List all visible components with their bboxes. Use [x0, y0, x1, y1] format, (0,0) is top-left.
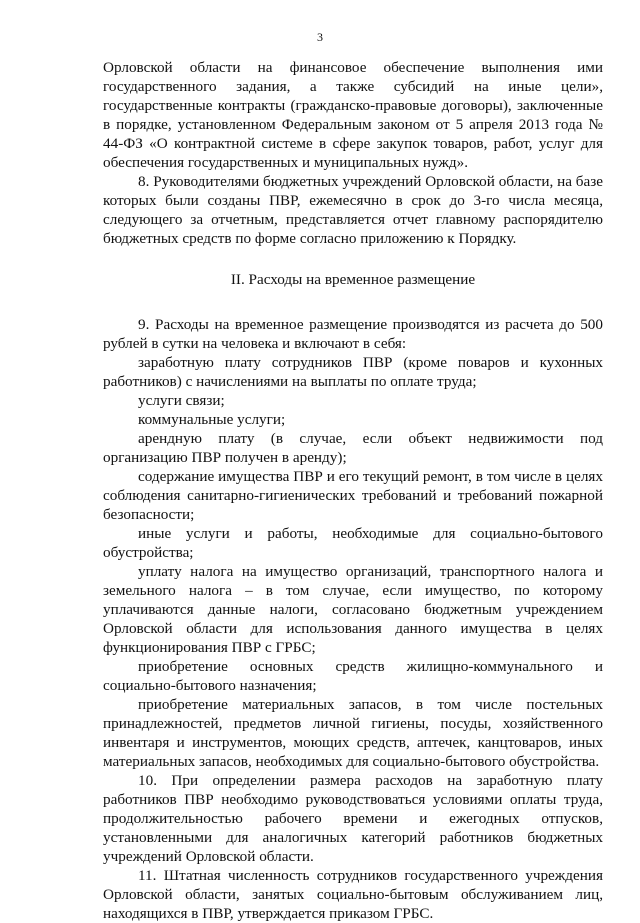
list-item-other-services: иные услуги и работы, необходимые для социально-бытового обустройства; [103, 525, 603, 561]
list-item-communication: услуги связи; [138, 392, 225, 409]
list-item-material-stocks: приобретение материальных запасов, в том числе постельных принадлежностей, предметов личной гигиены, посуды, хозяйственного инвентаря и инструментов, моющих средств, аптечек, канцтоваров, иных материальных запасов, необходимых для социально-бытового обустройства. [103, 696, 603, 770]
list-item-rent: арендную плату (в случае, если объект недвижимости под организацию ПВР получен в аренду); [103, 430, 603, 466]
paragraph-item-9: 9. Расходы на временное размещение производятся из расчета до 500 рублей в сутки на человека и включают в себя: [103, 316, 603, 352]
list-item-maintenance: содержание имущества ПВР и его текущий ремонт, в том числе в целях соблюдения санитарно-гигиенических требований и требований пожарной безопасности; [103, 468, 603, 523]
section-title: II. Расходы на временное размещение [230, 271, 476, 288]
list-item-utilities: коммунальные услуги; [138, 411, 286, 428]
document-body [103, 58, 603, 923]
paragraph-continuation: Орловской области на финансовое обеспечение выполнения ими государственного задания, а также субсидий на иные цели», государственные контракты (гражданско-правовые договоры), заключенные в порядке, установленном Федеральным законом от 5 апреля 2013 года № 44-ФЗ «О контрактной системе в сфере закупок товаров, работ, услуг для обеспечения государственных и муниципальных нужд». [103, 59, 603, 171]
page-number: 3 [317, 30, 323, 44]
list-item-taxes: уплату налога на имущество организаций, транспортного налога и земельного налога – в том случае, если имущество, по которому уплачиваются данные налоги, согласовано бюджетным учреждением Орловской области для использования данного имущества в целях функционирования ПВР с ГРБС; [103, 563, 603, 656]
paragraph-item-10: 10. При определении размера расходов на заработную плату работников ПВР необходимо руководствоваться условиями оплаты труда, продолжительностью рабочего времени и ежегодных отпусков, установленными для аналогичных категорий работников бюджетных учреждений Орловской области. [103, 772, 603, 865]
list-item-fixed-assets: приобретение основных средств жилищно-коммунального и социально-бытового назначения; [103, 658, 603, 694]
list-item-salary: заработную плату сотрудников ПВР (кроме поваров и кухонных работников) с начислениями на выплаты по оплате труда; [103, 354, 603, 390]
paragraph-item-11: 11. Штатная численность сотрудников государственного учреждения Орловской области, занятых социально-бытовым обслуживанием лиц, находящихся в ПВР, утверждается приказом ГРБС. [103, 867, 603, 922]
paragraph-item-8: 8. Руководителями бюджетных учреждений Орловской области, на базе которых были созданы ПВР, ежемесячно в срок до 3-го числа месяца, следующего за отчетным, представляется отчет главному распорядителю бюджетных средств по форме согласно приложению к Порядку. [103, 173, 603, 247]
